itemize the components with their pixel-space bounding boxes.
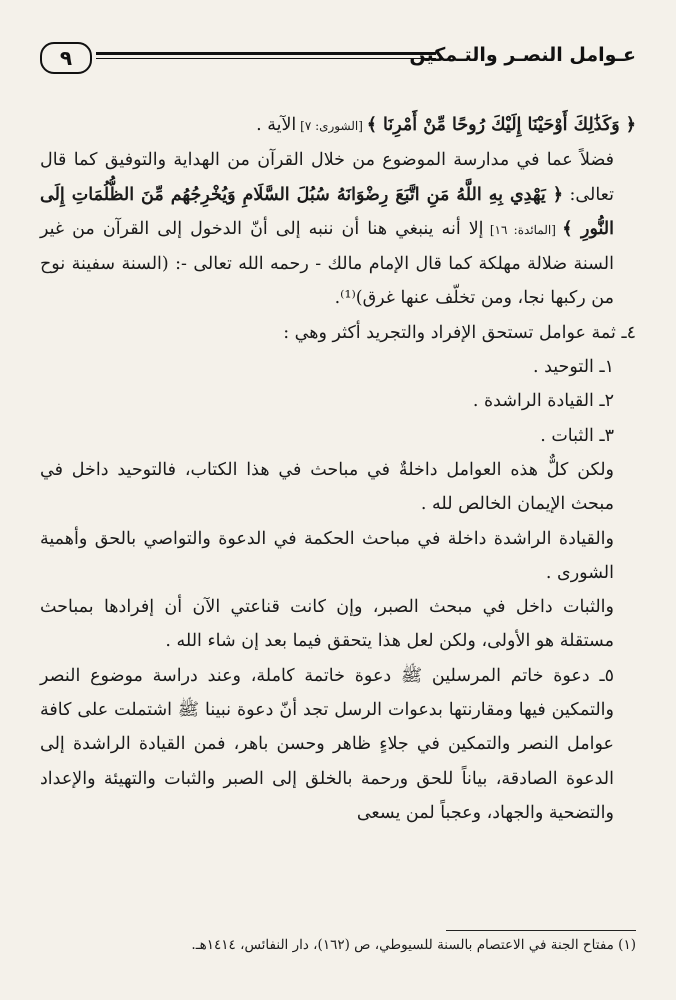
page-number: ٩ (40, 42, 92, 74)
page-header (40, 42, 636, 76)
verse-reference: [المائدة: ١٦] (483, 222, 563, 237)
paragraph: والقيادة الراشدة داخلة في مباحث الحكمة في الدعوة والتواصي بالحق وأهمية الشورى . (40, 528, 614, 583)
paragraph: والثبات داخل في مبحث الصبر، وإن كانت قناعتي الآن أن إفرادها بمباحث مستقلة هو الأولى، ولكن لعل هذا يتحقق فيما بعد إن شاء الله . (40, 597, 614, 652)
running-title: عـوامل النصـر والتـمكين (409, 44, 636, 66)
quran-verse: ﴿ وَكَذَٰلِكَ أَوْحَيْنَا إِلَيْكَ رُوحًا مِّنْ أَمْرِنَا ﴾ (366, 115, 636, 135)
quran-verse: ﴿ يَهْدِي بِهِ اللَّهُ مَنِ اتَّبَعَ رِضْوَانَهُ سُبُلَ السَّلَامِ وَيُخْرِجُهُم مِّنَ الظُّلُمَاتِ إِلَى النُّورِ ﴾ (40, 184, 614, 239)
paragraph: ولكن كلٌّ هذه العوامل داخلةٌ في مباحث في هذا الكتاب، فالتوحيد داخل في مبحث الإيمان الخالص لله . (40, 459, 614, 515)
paragraph-text: إلا أنه ينبغي هنا أن ننبه إلى أنّ الدخول إلى القرآن من غير السنة ضلالة مهلكة كما قال الإمام مالك - رحمه الله تعالى -: (السنة سفينة نوح من ركبها نجا، ومن تخلّف عنها غرق)⁽¹⁾. (40, 218, 614, 309)
verse-reference: [الشورى: ٧] (296, 119, 367, 133)
list-item: ١ـ التوحيد . (532, 357, 614, 378)
paragraph (40, 143, 636, 315)
numbered-heading: ٤ـ ثمة عوامل تستحق الإفراد والتجريد أكثر وهي : (283, 322, 636, 343)
body-text (40, 108, 636, 830)
footnote: (١) مفتاح الجنة في الاعتصام بالسنة للسيوطي، ص (١٦٢)، دار النفائس، ١٤١٤هـ. (191, 937, 636, 953)
paragraph-text: فضلاً عما في مدارسة الموضوع من خلال القرآن من الهداية والتوفيق كما قال تعالى: (40, 150, 614, 205)
footnote-separator (446, 930, 636, 931)
header-rule-thin (96, 58, 436, 59)
paragraph-text: الآية . (256, 115, 297, 135)
paragraph-verse (40, 108, 636, 143)
paragraph: ٥ـ دعوة خاتم المرسلين ﷺ دعوة خاتمة كاملة، وعند دراسة موضوع النصر والتمكين فيها ومقارنتها بدعوات الرسل تجد أنّ دعوة نبينا ﷺ اشتملت على كافة عوامل النصر والتمكين في جلاءٍ ظاهر وحسن باهر، فمن القيادة الراشدة إلى الدعوة الصادقة، بياناً للحق ورحمة بالخلق إلى الصبر والثبات والتهيئة والإعداد والتضحية والجهاد، وعجباً لمن يسعى (40, 665, 614, 823)
header-rule (96, 52, 436, 55)
list-item: ٢ـ القيادة الراشدة . (472, 391, 614, 412)
list-item: ٣ـ الثبات . (540, 425, 614, 446)
